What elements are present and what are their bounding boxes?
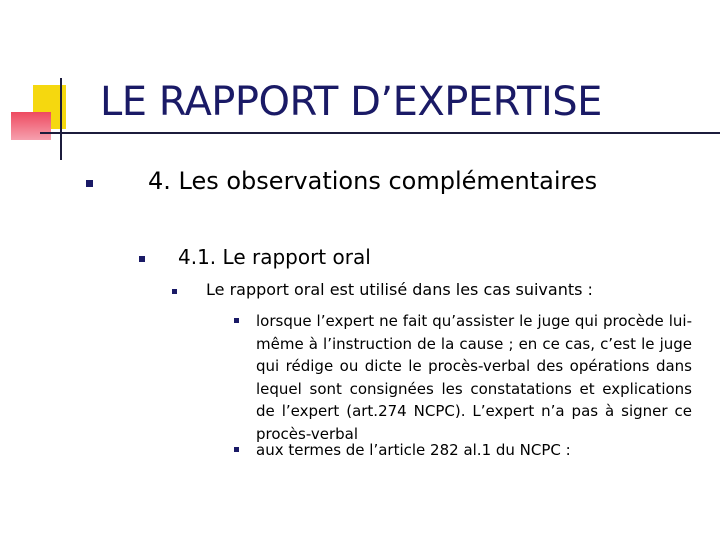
- list-item: aux termes de l’article 282 al.1 du NCPC :: [256, 441, 571, 459]
- bullet-icon: [234, 318, 239, 323]
- heading-level-3: Le rapport oral est utilisé dans les cas suivants :: [206, 280, 593, 299]
- heading-level-1: 4. Les observations complémentaires: [148, 167, 598, 195]
- bullet-icon: [234, 447, 239, 452]
- bullet-icon: [86, 180, 93, 187]
- slide-title: LE RAPPORT D’EXPERTISE: [100, 79, 602, 125]
- title-underline: [40, 132, 720, 134]
- bullet-icon: [172, 289, 177, 294]
- heading-level-2: 4.1. Le rapport oral: [178, 245, 371, 269]
- list-item: lorsque l’expert ne fait qu’assister le juge qui procède lui-même à l’instruction de la cause ; en ce cas, c’est le juge qui rédige ou dicte le procès-verbal des opérations dans lequel sont consignées les constatations et explications de l’expert (art.274 NCPC). L’expert n’a pas à signer ce procès-verbal: [256, 312, 692, 443]
- decorative-pink-square: [11, 112, 51, 140]
- decorative-vertical-line: [60, 78, 62, 160]
- bullet-icon: [139, 256, 145, 262]
